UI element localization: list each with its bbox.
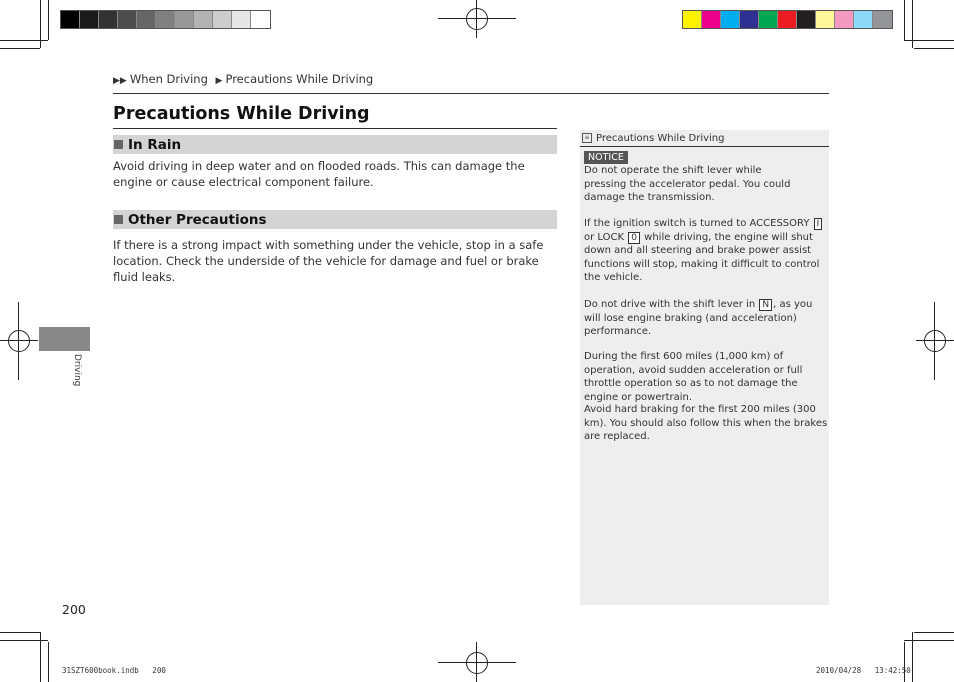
color-swatch bbox=[835, 11, 854, 28]
breadcrumb-item[interactable]: When Driving bbox=[129, 72, 208, 86]
page-number: 200 bbox=[62, 602, 86, 617]
color-swatch bbox=[702, 11, 721, 28]
lock-key-icon: 0 bbox=[628, 232, 640, 244]
color-swatch bbox=[797, 11, 816, 28]
side-paragraph: During the first 600 miles (1,000 km) of operation, avoid sudden acceleration or full throttle operation so as to not damage the engine or powertrain. bbox=[584, 351, 803, 403]
color-swatch bbox=[118, 11, 137, 28]
footer-file-info: 31SZT600book.indb 200 bbox=[62, 666, 166, 675]
section-heading-in-rain bbox=[113, 135, 557, 154]
arrow-icon: ▶ bbox=[215, 76, 223, 86]
arrow-icon: ▶▶ bbox=[113, 76, 127, 86]
side-panel-heading-text: Precautions While Driving bbox=[596, 132, 725, 144]
color-swatch bbox=[99, 11, 118, 28]
grayscale-bar bbox=[60, 10, 271, 29]
color-bar bbox=[682, 10, 893, 29]
chapter-tab-label: Driving bbox=[72, 354, 82, 387]
color-swatch bbox=[740, 11, 759, 28]
color-swatch bbox=[213, 11, 232, 28]
side-text-fragment: while driving, the engine will shut down and all steering and brake power assist functions will stop, making it difficult to control the vehicle. bbox=[584, 231, 820, 283]
color-swatch bbox=[873, 11, 892, 28]
side-paragraph: Do not operate the shift lever while pressing the accelerator pedal. You could damage the transmission. bbox=[584, 165, 791, 203]
chapter-tab[interactable] bbox=[39, 327, 90, 351]
square-bullet-icon bbox=[114, 215, 123, 224]
page-title: Precautions While Driving bbox=[113, 104, 370, 124]
footer-timestamp: 2010/04/28 13:42:50 bbox=[816, 666, 911, 675]
section-heading-other-precautions bbox=[113, 210, 557, 229]
notice-badge: NOTICE bbox=[584, 151, 628, 164]
color-swatch bbox=[156, 11, 175, 28]
divider bbox=[113, 128, 557, 129]
section-text: Avoid driving in deep water and on flooded roads. This can damage the engine or cause electrical component failure. bbox=[113, 159, 525, 189]
side-paragraph: Avoid hard braking for the first 200 miles (300 km). You should also follow this when the brakes are replaced. bbox=[584, 404, 828, 442]
side-paragraph bbox=[584, 298, 820, 339]
side-panel-heading bbox=[580, 130, 829, 147]
color-swatch bbox=[251, 11, 270, 28]
side-text-fragment: or LOCK bbox=[584, 231, 625, 243]
divider bbox=[113, 93, 829, 94]
side-text-fragment: , as you will lose engine braking (and acceleration) performance. bbox=[584, 299, 813, 337]
color-swatch bbox=[61, 11, 80, 28]
color-swatch bbox=[759, 11, 778, 28]
color-swatch bbox=[721, 11, 740, 28]
color-swatch bbox=[137, 11, 156, 28]
color-swatch bbox=[854, 11, 873, 28]
section-text: If there is a strong impact with something under the vehicle, stop in a safe location. Check the underside of the vehicle for damage and fuel or brake fluid leaks. bbox=[113, 238, 544, 284]
section-heading-text: Other Precautions bbox=[128, 211, 267, 228]
side-text-fragment: If the ignition switch is turned to ACCESSORY bbox=[584, 218, 810, 229]
accessory-key-icon: I bbox=[814, 218, 823, 230]
neutral-key-icon: N bbox=[759, 299, 772, 311]
color-swatch bbox=[778, 11, 797, 28]
color-swatch bbox=[80, 11, 99, 28]
color-swatch bbox=[175, 11, 194, 28]
breadcrumb bbox=[113, 72, 373, 86]
side-text-fragment: Do not drive with the shift lever in bbox=[584, 299, 756, 310]
color-swatch bbox=[232, 11, 251, 28]
color-swatch bbox=[816, 11, 835, 28]
color-swatch bbox=[194, 11, 213, 28]
color-swatch bbox=[683, 11, 702, 28]
section-heading-text: In Rain bbox=[128, 136, 182, 153]
square-bullet-icon bbox=[114, 140, 123, 149]
breadcrumb-item[interactable]: Precautions While Driving bbox=[225, 72, 374, 86]
reference-icon: ≡ bbox=[582, 133, 592, 143]
side-paragraph bbox=[584, 217, 828, 285]
